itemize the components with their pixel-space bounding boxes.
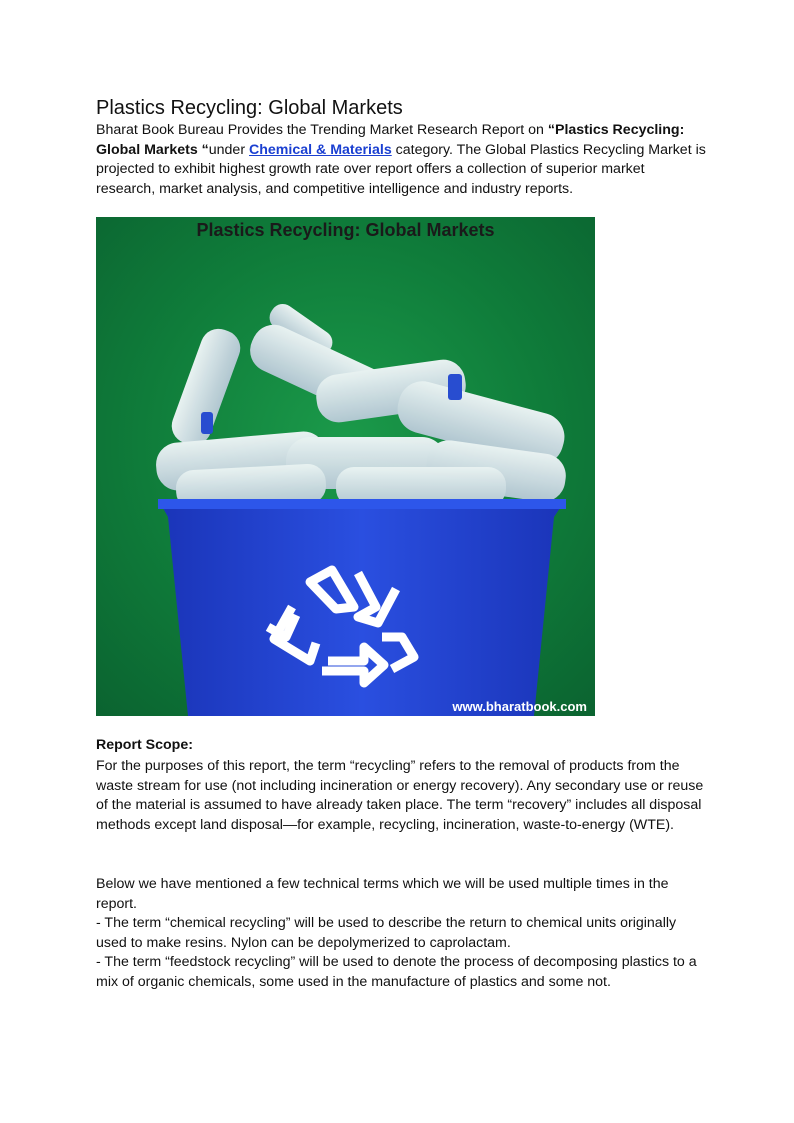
term-item-feedstock-recycling: - The term “feedstock recycling” will be used to denote the process of decomposing plastics to a mix of organic chemicals, some used in the manufacture of plastics and some not.: [96, 954, 697, 990]
image-website-watermark: www.bharatbook.com: [452, 699, 587, 714]
intro-prefix: Bharat Book Bureau Provides the Trending Market Research Report on: [96, 122, 548, 138]
plastic-bottles: [154, 299, 570, 511]
open-quote: “: [547, 122, 555, 138]
term-item-chemical-recycling: - The term “chemical recycling” will be used to describe the return to chemical units originally used to make resins. Nylon can be depolymerized to caprolactam.: [96, 915, 677, 951]
close-quote: “: [197, 141, 209, 158]
report-cover-image: [96, 217, 595, 716]
technical-terms-section: [96, 875, 706, 993]
page-title: Plastics Recycling: Global Markets: [96, 97, 403, 119]
scope-paragraph: For the purposes of this report, the term “recycling” refers to the removal of products from the waste stream for use (not including incineration or energy recovery). Any secondary use or reuse of the material is assumed to have already taken place. The term “recovery” includes all disposal methods except land disposal—for example, recycling, incineration, waste-to-energy (WTE).: [96, 758, 704, 833]
intro-paragraph: [96, 121, 706, 199]
category-link[interactable]: Chemical & Materials: [249, 141, 392, 158]
image-title: Plastics Recycling: Global Markets: [196, 220, 495, 240]
scope-heading: Report Scope:: [96, 737, 193, 753]
document-header: [96, 95, 706, 199]
intro-rest: category. The Global Plastics Recycling Market is projected to exhibit highest growth rate over report offers a collection of superior market research, market analysis, and competitive intelligence and industry reports.: [96, 141, 706, 197]
intro-under: under: [208, 141, 249, 158]
terms-intro: Below we have mentioned a few technical terms which we will be used multiple times in the report.: [96, 876, 669, 912]
recycling-bin-illustration: [96, 217, 595, 716]
report-name: Plastics Recycling: Global Markets: [96, 122, 685, 158]
